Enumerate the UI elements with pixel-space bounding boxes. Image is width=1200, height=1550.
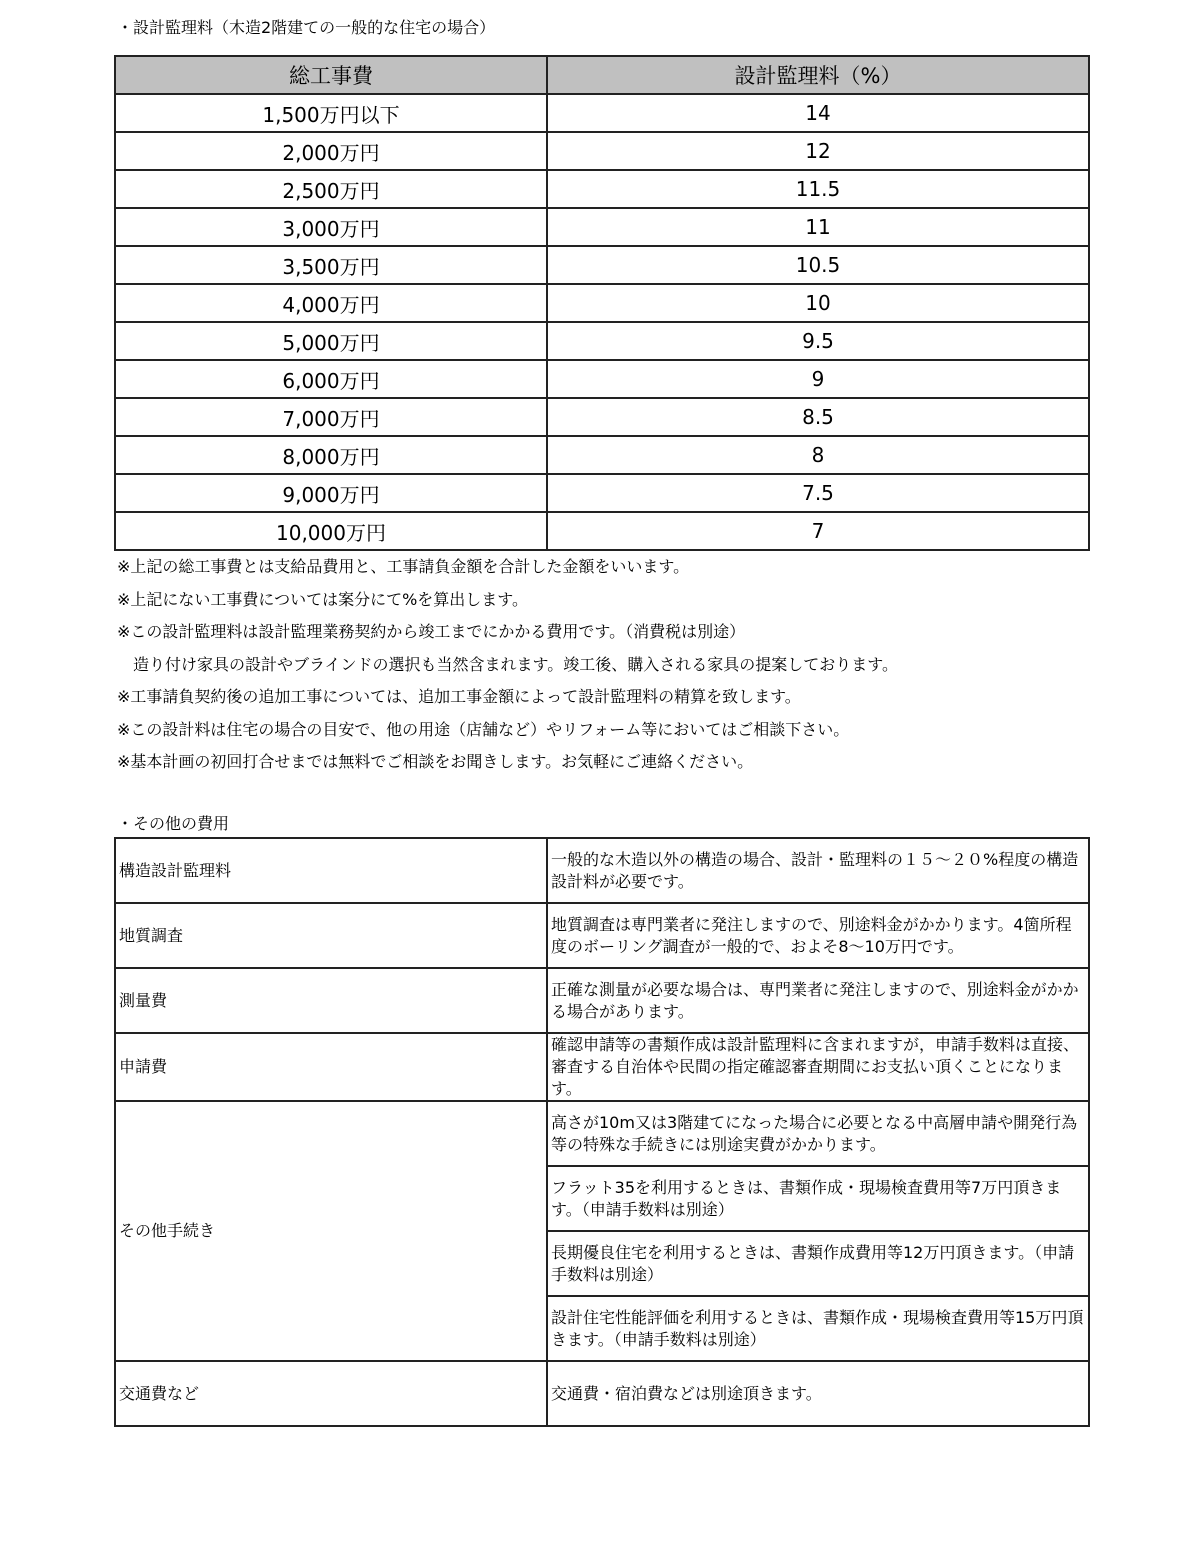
table-row <box>115 246 1089 284</box>
total-cost-cell: 2,000万円 <box>115 132 547 170</box>
fee-percent-cell: 7 <box>547 512 1089 550</box>
cost-label: 地質調査 <box>115 903 547 968</box>
section-title-design-fee: ・設計監理料（木造2階建ての一般的な住宅の場合） <box>117 18 496 37</box>
table-row <box>115 170 1089 208</box>
table-row <box>115 1101 1089 1166</box>
table-row <box>115 284 1089 322</box>
cost-description: 設計住宅性能評価を利用するときは、書類作成・現場検査費用等15万円頂きます。（申請手数料は別途） <box>547 1296 1089 1361</box>
fee-percent-cell: 8.5 <box>547 398 1089 436</box>
header-total-cost: 総工事費 <box>115 56 547 94</box>
total-cost-cell: 1,500万円以下 <box>115 94 547 132</box>
fee-percent-cell: 14 <box>547 94 1089 132</box>
note: ※基本計画の初回打合せまでは無料でご相談をお聞きします。お気軽にご連絡ください。 <box>117 752 754 771</box>
total-cost-cell: 8,000万円 <box>115 436 547 474</box>
other-costs-table <box>114 837 1090 1427</box>
table-row <box>115 968 1089 1033</box>
cost-description: 地質調査は専門業者に発注しますので、別途料金がかかります。4箇所程度のボーリング調査が一般的で、およそ8～10万円です。 <box>547 903 1089 968</box>
fee-percent-cell: 11 <box>547 208 1089 246</box>
table-row <box>115 903 1089 968</box>
total-cost-cell: 9,000万円 <box>115 474 547 512</box>
note: ※上記にない工事費については案分にて%を算出します。 <box>117 589 529 609</box>
fee-percent-cell: 10 <box>547 284 1089 322</box>
total-cost-cell: 10,000万円 <box>115 512 547 550</box>
table-row <box>115 360 1089 398</box>
cost-description: 交通費・宿泊費などは別途頂きます。 <box>547 1361 1089 1426</box>
table-row <box>115 322 1089 360</box>
total-cost-cell: 6,000万円 <box>115 360 547 398</box>
table-row <box>115 1033 1089 1101</box>
cost-description: 一般的な木造以外の構造の場合、設計・監理料の１５～２０%程度の構造設計料が必要です。 <box>547 838 1089 903</box>
header-fee-percent: 設計監理料（%） <box>547 56 1089 94</box>
cost-description: フラット35を利用するときは、書類作成・現場検査費用等7万円頂きます。（申請手数料は別途） <box>547 1166 1089 1231</box>
total-cost-cell: 3,500万円 <box>115 246 547 284</box>
total-cost-cell: 3,000万円 <box>115 208 547 246</box>
fee-percent-cell: 7.5 <box>547 474 1089 512</box>
cost-label: 申請費 <box>115 1033 547 1101</box>
note: ※工事請負契約後の追加工事については、追加工事金額によって設計監理料の精算を致します。 <box>117 687 801 706</box>
table-row <box>115 94 1089 132</box>
fee-percent-cell: 11.5 <box>547 170 1089 208</box>
design-fee-table <box>114 55 1090 551</box>
cost-label: その他手続き <box>115 1101 547 1361</box>
cost-description: 確認申請等の書類作成は設計監理料に含まれますが，申請手数料は直接、審査する自治体や民間の指定確認審査期間にお支払い頂くことになります。 <box>547 1033 1089 1101</box>
fee-percent-cell: 8 <box>547 436 1089 474</box>
fee-percent-cell: 9.5 <box>547 322 1089 360</box>
table-row <box>115 838 1089 903</box>
note: ※この設計監理料は設計監理業務契約から竣工までにかかる費用です。（消費税は別途） <box>117 622 746 641</box>
total-cost-cell: 7,000万円 <box>115 398 547 436</box>
note: ※この設計料は住宅の場合の目安で、他の用途（店舗など）やリフォーム等においてはご相談下さい。 <box>117 719 850 739</box>
table-row <box>115 398 1089 436</box>
total-cost-cell: 2,500万円 <box>115 170 547 208</box>
section-title-other-costs: ・その他の費用 <box>117 814 230 833</box>
cost-description: 正確な測量が必要な場合は、専門業者に発注しますので、別途料金がかかる場合があります。 <box>547 968 1089 1033</box>
table-row <box>115 474 1089 512</box>
note: 造り付け家具の設計やブラインドの選択も当然含まれます。竣工後、購入される家具の提案しております。 <box>117 654 898 674</box>
cost-description: 長期優良住宅を利用するときは、書類作成費用等12万円頂きます。（申請手数料は別途） <box>547 1231 1089 1296</box>
total-cost-cell: 5,000万円 <box>115 322 547 360</box>
table-row <box>115 208 1089 246</box>
table-row <box>115 512 1089 550</box>
total-cost-cell: 4,000万円 <box>115 284 547 322</box>
table-row <box>115 1361 1089 1426</box>
fee-percent-cell: 10.5 <box>547 246 1089 284</box>
cost-label: 交通費など <box>115 1361 547 1426</box>
cost-label: 測量費 <box>115 968 547 1033</box>
note: ※上記の総工事費とは支給品費用と、工事請負金額を合計した金額をいいます。 <box>117 557 690 576</box>
cost-label: 構造設計監理料 <box>115 838 547 903</box>
cost-description: 高さが10m又は3階建てになった場合に必要となる中高層申請や開発行為等の特殊な手続きには別途実費がかかります。 <box>547 1101 1089 1166</box>
table-header-row <box>115 56 1089 94</box>
table-row <box>115 132 1089 170</box>
fee-percent-cell: 12 <box>547 132 1089 170</box>
fee-percent-cell: 9 <box>547 360 1089 398</box>
table-row <box>115 436 1089 474</box>
notes-list <box>117 556 898 784</box>
